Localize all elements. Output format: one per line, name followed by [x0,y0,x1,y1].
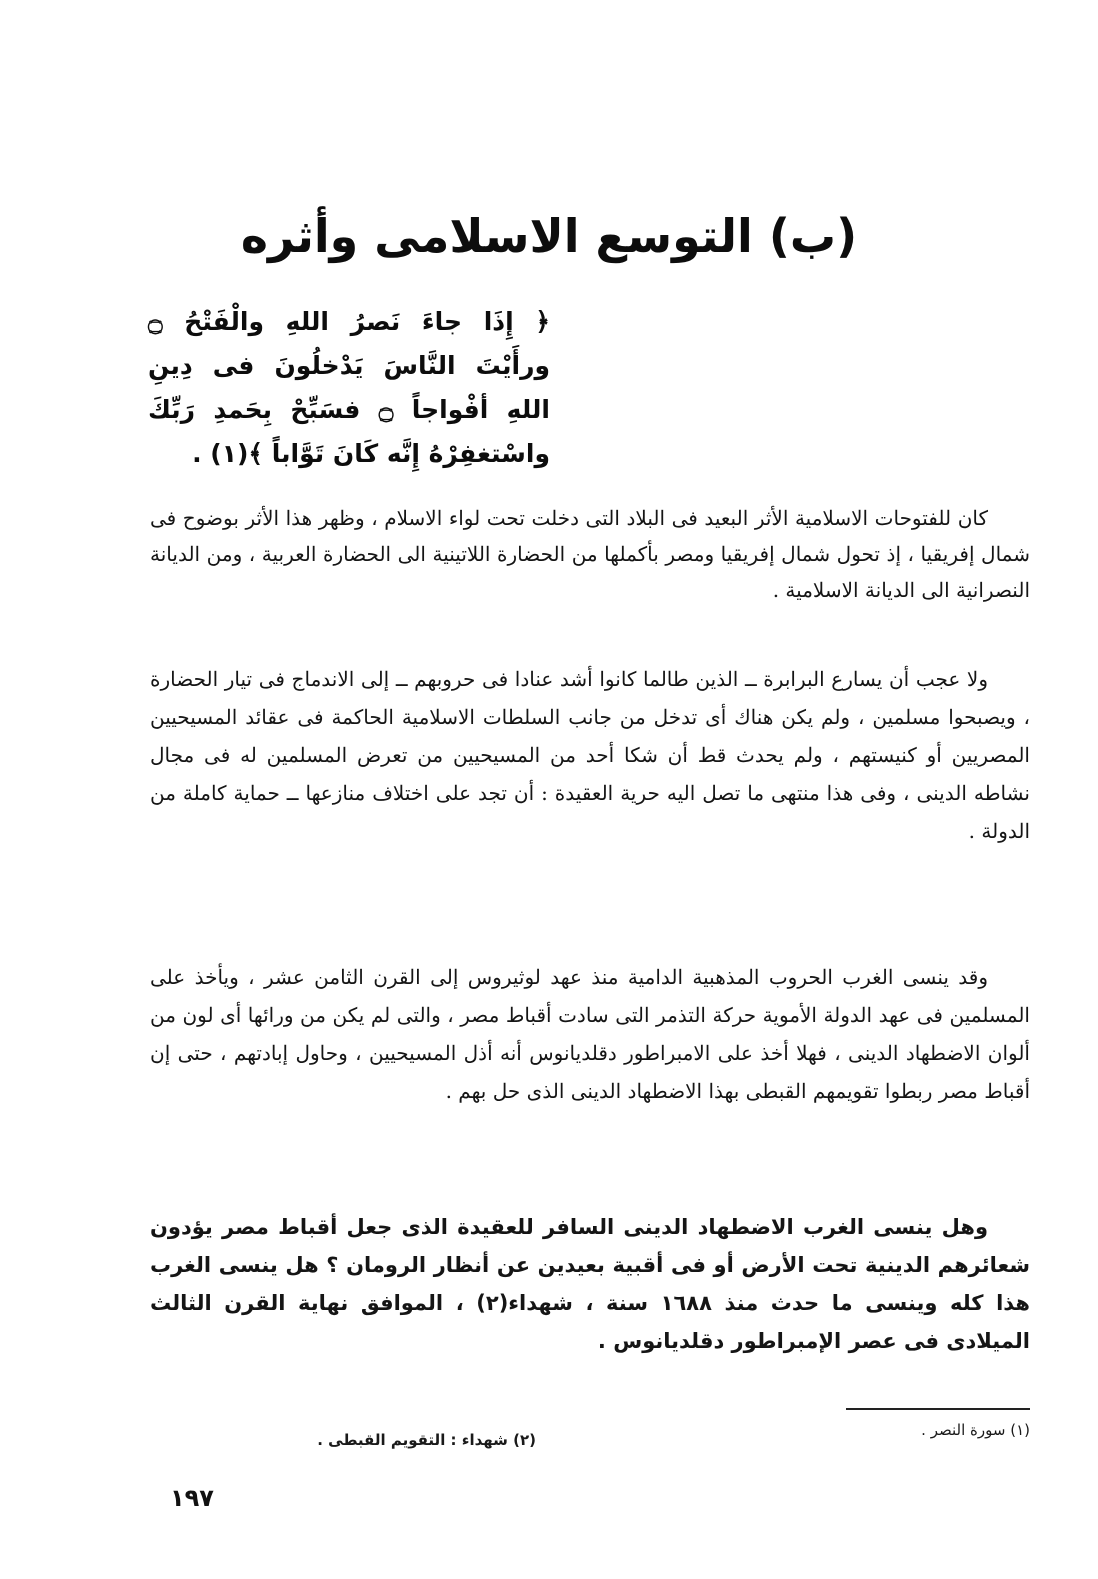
quran-verse: ﴿ إِذَا جاءَ نَصرُ اللهِ والْفَتْحُ ۝ ورأَيْتَ النَّاسَ يَدْخلُونَ فى دِينِ اللهِ أفْواجاً ۝ فسَبِّحْ بِحَمدِ رَبِّكَ واسْتغفِرْهُ إِنَّه كَانَ تَوَّاباً ﴾(١) . [148,307,550,468]
paragraph-2 [150,660,1030,850]
section-title: (ب) التوسع الاسلامى وأثره [240,209,858,263]
paragraph-3 [150,958,1030,1110]
paragraph-2-text: ولا عجب أن يسارع البرابرة ــ الذين طالما كانوا أشد عنادا فى حروبهم ــ إلى الاندماج فى تيار الحضارة ، ويصبحوا مسلمين ، ولم يكن هناك أى تدخل من جانب السلطات الاسلامية الحاكمة فى عقائد المسيحيين المصريين أو كنيستهم ، ولم يحدث قط أن شكا أحد من المسيحيين من تعرض المسلمين له فى مجال نشاطه الدينى ، وفى هذا منتهى ما تصل اليه حرية العقيدة : أن تجد على اختلاف منازعها ــ حماية كاملة من الدولة . [150,667,1030,843]
paragraph-4 [150,1208,1030,1360]
paragraph-1-text: كان للفتوحات الاسلامية الأثر البعيد فى البلاد التى دخلت تحت لواء الاسلام ، وظهر هذا الأثر بوضوح فى شمال إفريقيا ، إذ تحول شمال إفريقيا ومصر بأكملها من الحضارة اللاتينية الى الحضارة العربية ، ومن الديانة النصرانية الى الديانة الاسلامية . [150,506,1030,602]
footnote-divider [846,1408,1030,1410]
paragraph-4-text: وهل ينسى الغرب الاضطهاد الدينى السافر للعقيدة الذى جعل أقباط مصر يؤدون شعائرهم الدينية تحت الأرض أو فى أقبية بعيدين عن أنظار الرومان ؟ هل ينسى الغرب هذا كله وينسى ما حدث منذ ١٦٨٨ سنة ، شهداء(٢) ، الموافق نهاية القرن الثالث الميلادى فى عصر الإمبراطور دقلديانوس . [150,1215,1030,1353]
footnote-1: (١) سورة النصر . [921,1421,1030,1439]
footnote-2: (٢) شهداء : التقويم القبطى . [317,1431,536,1449]
paragraph-1 [150,500,1030,608]
page-number: ١٩٧ [170,1484,214,1512]
paragraph-3-text: وقد ينسى الغرب الحروب المذهبية الدامية منذ عهد لوثيروس إلى القرن الثامن عشر ، ويأخذ على المسلمين فى عهد الدولة الأموية حركة التذمر التى سادت أقباط مصر ، والتى لم يكن من ورائها أى لون من ألوان الاضطهاد الدينى ، فهلا أخذ على الامبراطور دقلديانوس أنه أذل المسيحيين ، وحاول إبادتهم ، حتى إن أقباط مصر ربطوا تقويمهم القبطى بهذا الاضطهاد الدينى الذى حل بهم . [150,965,1030,1103]
